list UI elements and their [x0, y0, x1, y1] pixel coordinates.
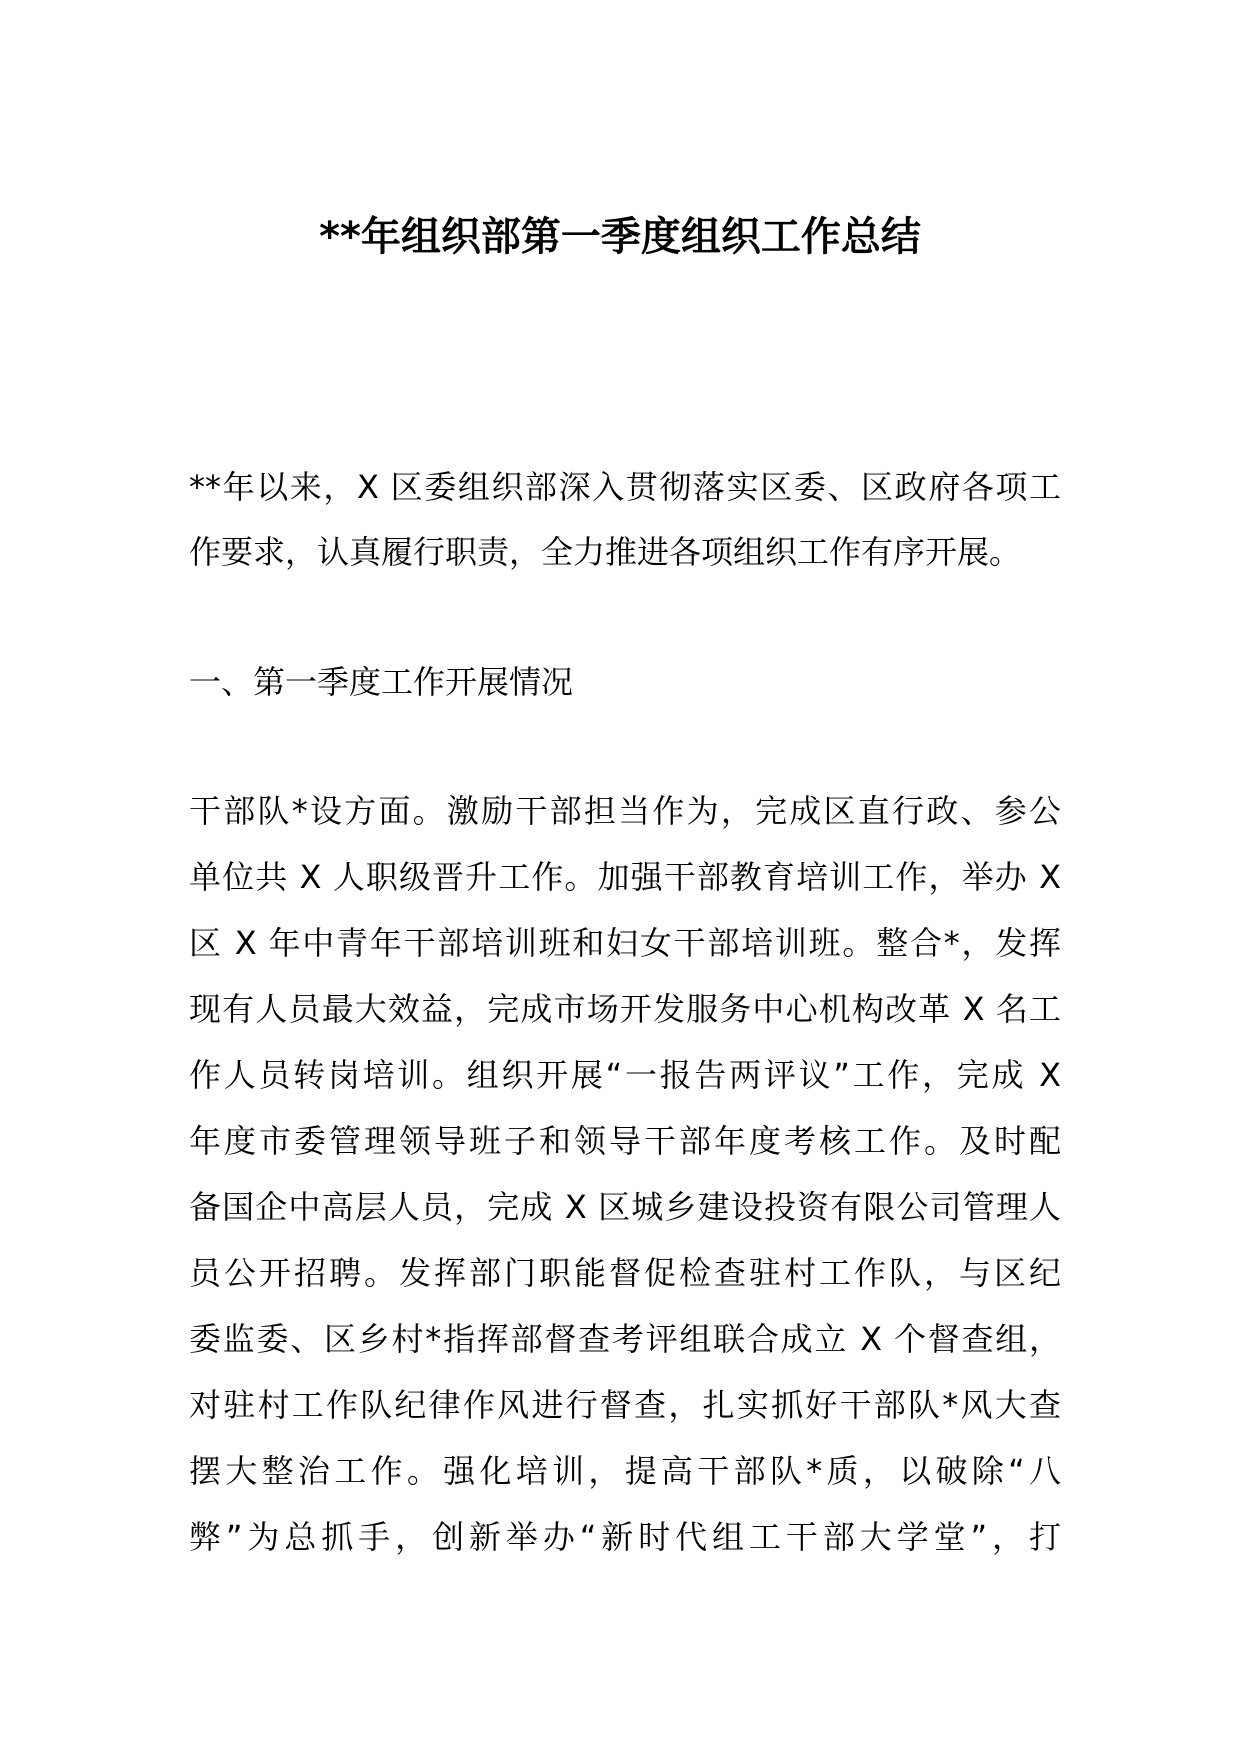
body-line: 备国企中高层人员，完成 X 区城乡建设投资有限公司管理人	[189, 1188, 1061, 1226]
body-line: 委监委、区乡村*指挥部督查考评组联合成立 X 个督查组，	[189, 1320, 1061, 1358]
body-line: 年度市委管理领导班子和领导干部年度考核工作。及时配	[189, 1122, 1061, 1160]
body-line: 单位共 X 人职级晋升工作。加强干部教育培训工作，举办 X	[189, 858, 1061, 896]
body-line: 干部队*设方面。激励干部担当作为，完成区直行政、参公	[189, 792, 1061, 830]
body-line: 摆大整治工作。强化培训，提高干部队*质，以破除“八	[189, 1452, 1061, 1490]
section-heading: 一、第一季度工作开展情况	[189, 663, 574, 701]
intro-line: 作要求，认真履行职责，全力推进各项组织工作有序开展。	[189, 533, 1022, 571]
body-line: 现有人员最大效益，完成市场开发服务中心机构改革 X 名工	[189, 990, 1061, 1028]
body-line: 区 X 年中青年干部培训班和妇女干部培训班。整合*，发挥	[189, 924, 1061, 962]
body-line: 对驻村工作队纪律作风进行督查，扎实抓好干部队*风大查	[189, 1386, 1061, 1424]
body-line: 作人员转岗培训。组织开展“一报告两评议”工作，完成 X	[189, 1056, 1061, 1094]
intro-line: **年以来，X 区委组织部深入贯彻落实区委、区政府各项工	[189, 468, 1061, 506]
body-line: 弊”为总抓手，创新举办“新时代组工干部大学堂”，打	[189, 1518, 1061, 1556]
body-line: 员公开招聘。发挥部门职能督促检查驻村工作队，与区纪	[189, 1254, 1061, 1292]
document-title: **年组织部第一季度组织工作总结	[319, 214, 921, 260]
